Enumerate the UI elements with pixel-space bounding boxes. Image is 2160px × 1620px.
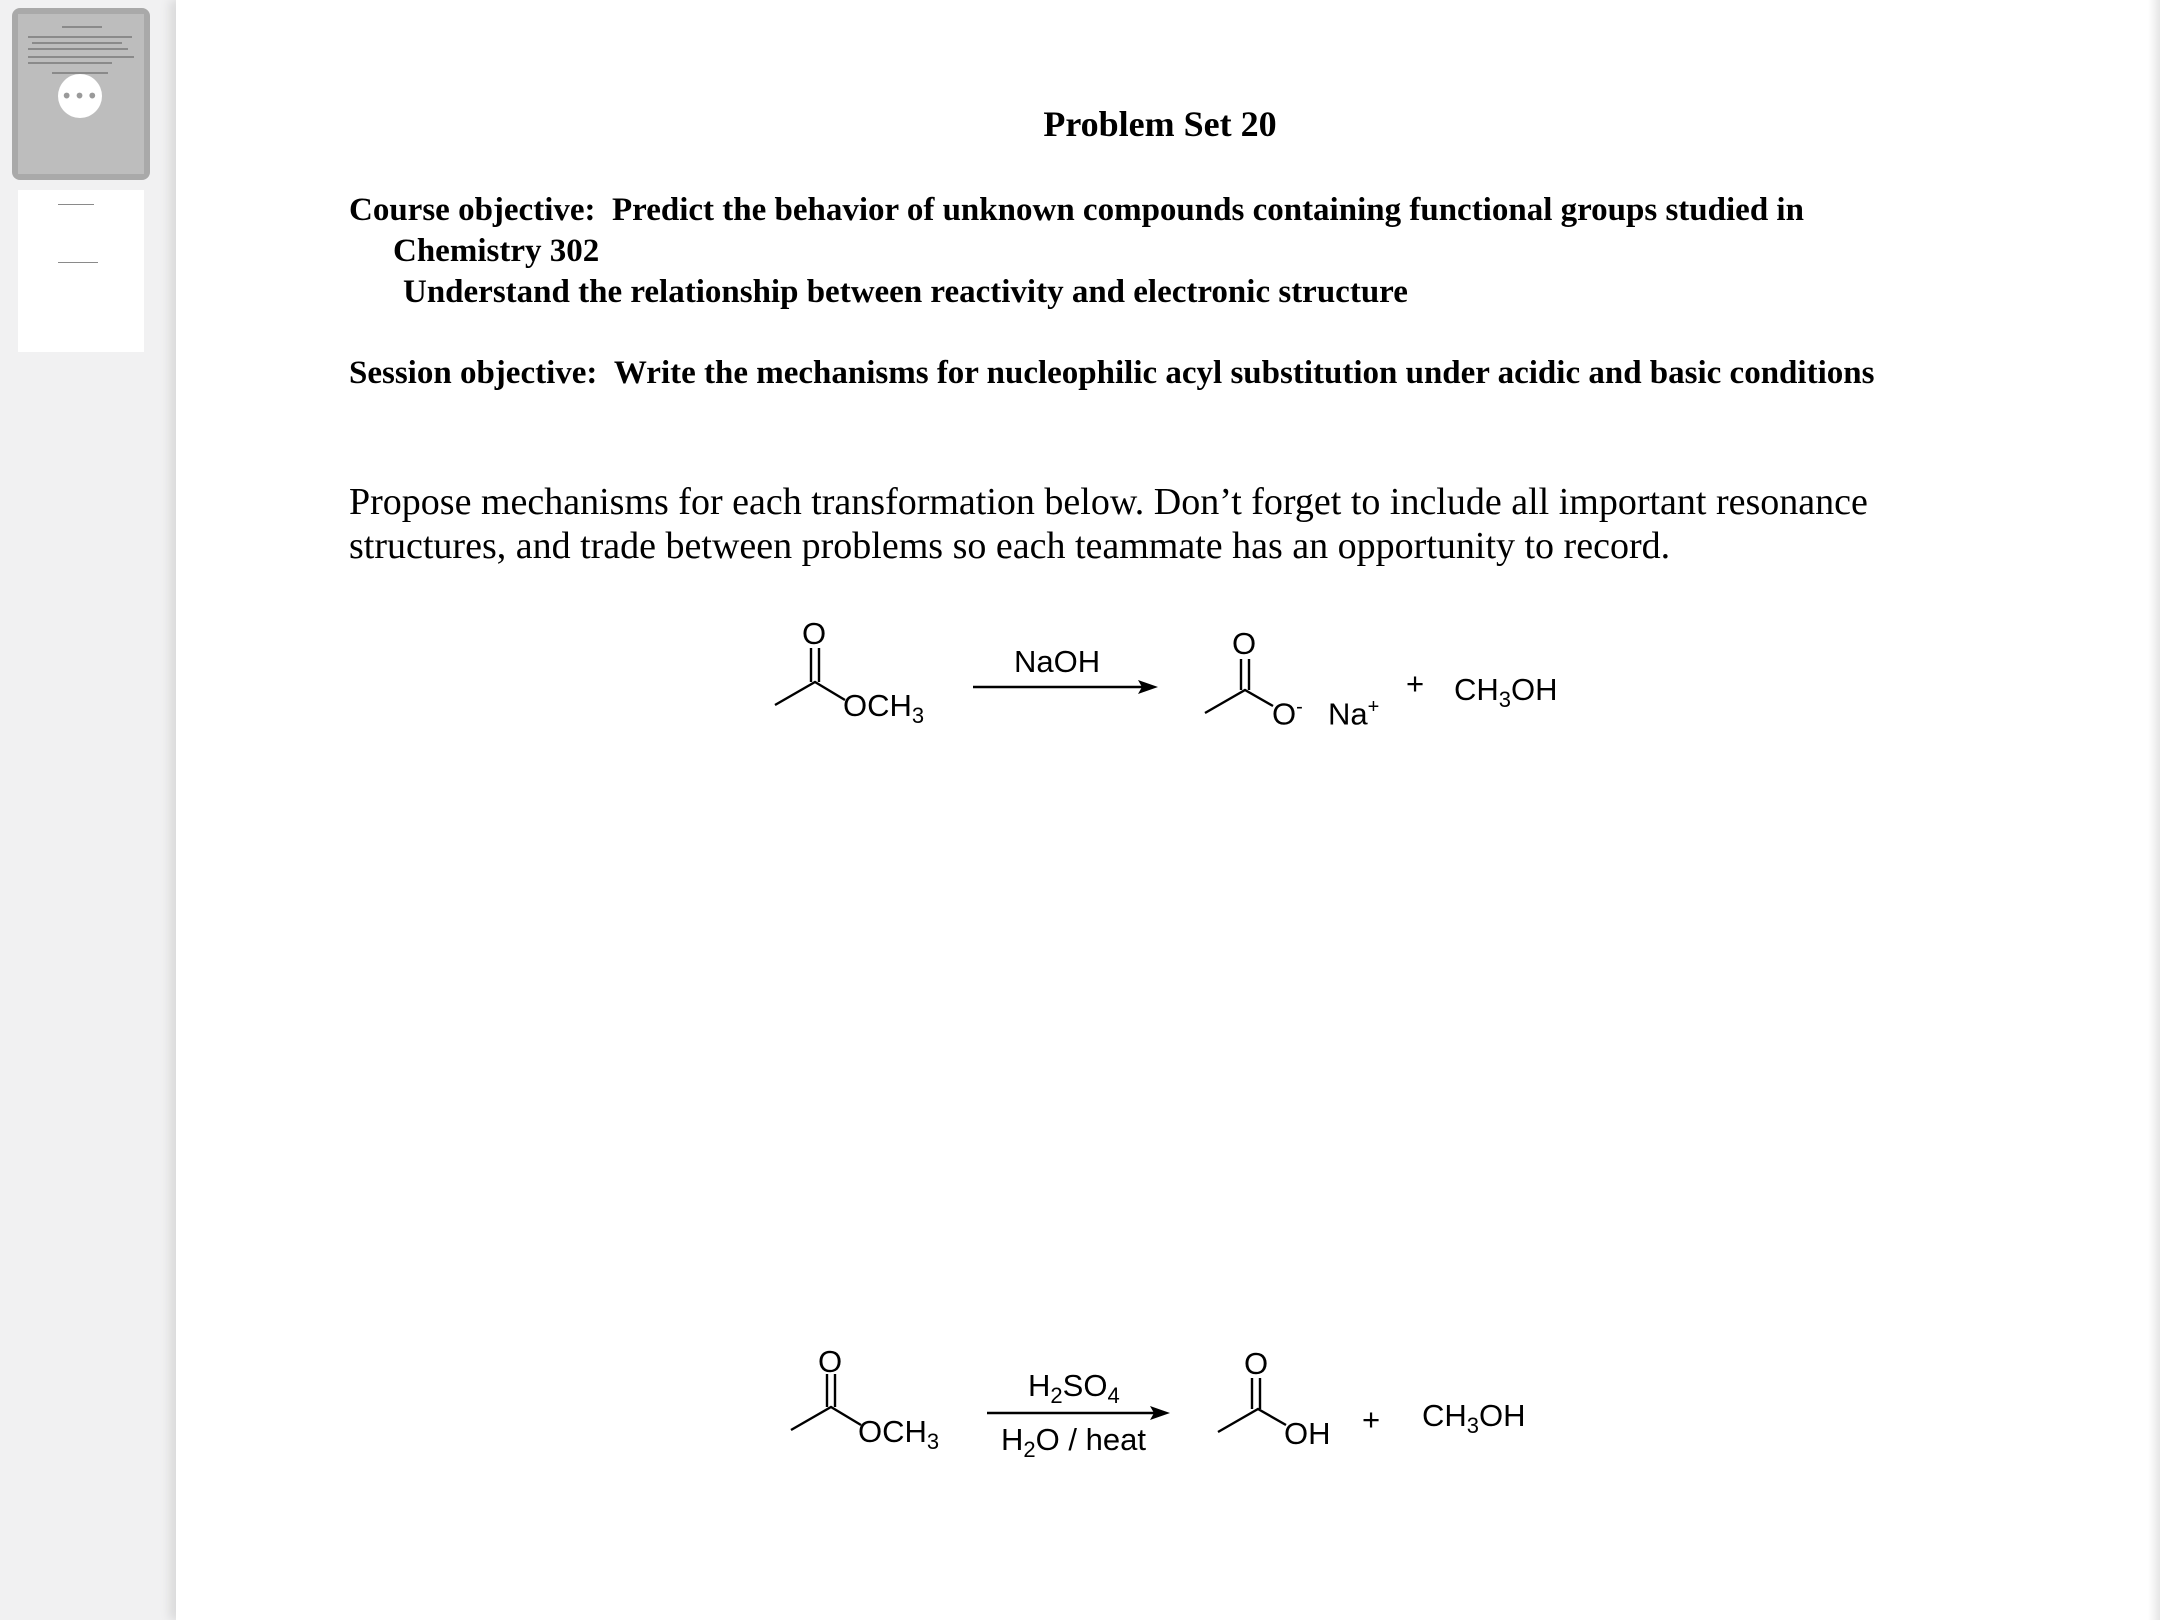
session-objective-label: Session objective:	[349, 355, 598, 391]
reaction2-reactant-methoxy: $OCH_3$	[858, 1414, 940, 1455]
reaction1-product-bonds	[1205, 690, 1273, 713]
course-objective-label: Course objective:	[349, 192, 596, 228]
course-objective-line1: Predict the behavior of unknown compounds containing functional groups studied in	[612, 192, 1804, 228]
reaction1-plus: +	[1406, 666, 1425, 701]
more-icon: •••	[60, 84, 100, 108]
reaction2-byproduct: $CH_3OH$	[1422, 1398, 1526, 1439]
reaction2-reactant-oxygen: O	[818, 1344, 843, 1379]
reaction1-product-alkoxide: O-	[1272, 696, 1303, 732]
reaction1-product-oxygen: O	[1232, 626, 1257, 661]
reaction1-counterion: Na+	[1328, 696, 1380, 732]
instructions: Propose mechanisms for each transformation below. Don’t forget to include all important resonance structures, and trade between problems so each teammate has an opportunity to record.	[349, 481, 1868, 567]
reaction2-product-bonds	[1218, 1409, 1286, 1432]
reaction2-product-hydroxyl: OH	[1284, 1416, 1331, 1451]
session-objective-text: Write the mechanisms for nucleophilic acyl substitution under acidic and basic conditions	[613, 355, 1875, 391]
reaction1-reactant-bonds	[775, 682, 845, 705]
reaction2-product-oxygen: O	[1244, 1346, 1269, 1381]
reaction2-reactant-bonds	[791, 1407, 861, 1430]
reaction2-plus: +	[1362, 1402, 1381, 1437]
reaction1-reactant-oxygen: O	[802, 616, 827, 651]
page-title: Problem Set 20	[1043, 104, 1277, 144]
reaction2-reagent-top: $H_2SO_4$	[1028, 1368, 1120, 1409]
reaction2-reagent-bottom: $H_2O$ / heat	[1001, 1422, 1146, 1463]
course-objective-line2: Chemistry 302	[393, 233, 600, 269]
reaction1-reagent: NaOH	[1014, 644, 1101, 679]
course-objective-line3: Understand the relationship between reactivity and electronic structure	[403, 274, 1408, 310]
reaction1-byproduct: $CH_3OH$	[1454, 672, 1558, 713]
reaction1-reactant-methoxy: $OCH_3$	[843, 688, 925, 729]
